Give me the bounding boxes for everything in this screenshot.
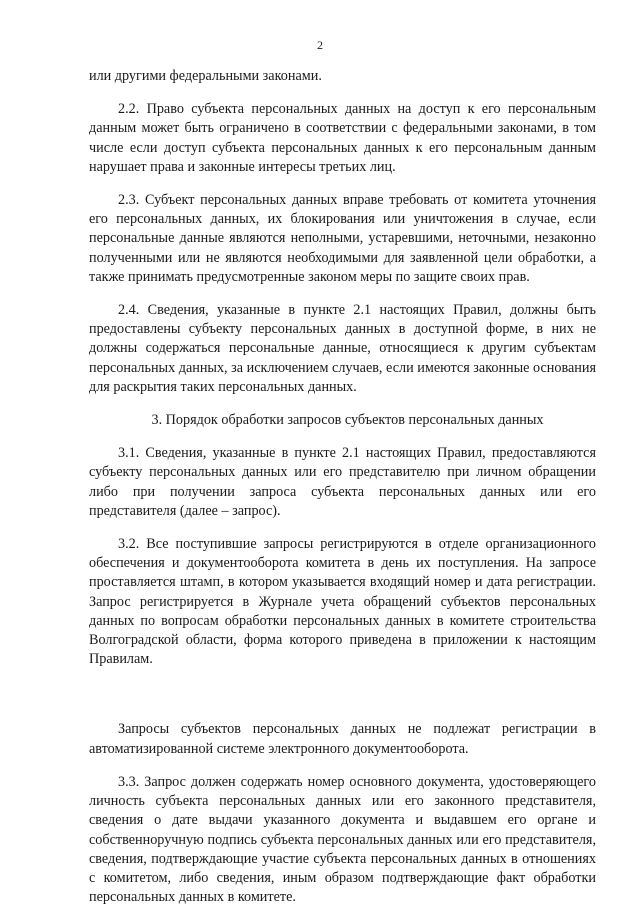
paragraph-2-2: 2.2. Право субъекта персональных данных на доступ к его персональным данным может быть ограничено в соответствии с федеральными законами, в том числе если доступ субъекта персональных данных к его персональным данным нарушает права и законные интересы третьих лиц.: [89, 101, 596, 175]
paragraph-continuation: или другими федеральными законами.: [89, 68, 322, 84]
paragraph-3-3: 3.3. Запрос должен содержать номер основного документа, удостоверяющего личность субъекта персональных данных или его законного представителя, сведения о дате выдачи указанного документа и выдавшем его органе и собственноручную подпись субъекта персональных данных или его представителя, сведения, подтверждающие участие субъекта персональных данных в отношениях с комитетом, либо сведения, иным образом подтверждающие факт обработки персональных данных в комитете.: [89, 773, 596, 906]
paragraph-3-2-note: Запросы субъектов персональных данных не подлежат регистрации в автоматизированной системе электронного документооборота.: [89, 721, 596, 757]
paragraph-2-4: 2.4. Сведения, указанные в пункте 2.1 настоящих Правил, должны быть предоставлены субъекту персональных данных в доступной форме, в них не должны содержаться персональные данные, относящиеся к другим субъектам персональных данных, за исключением случаев, если имеются законные основания для раскрытия таких персональных данных.: [89, 302, 596, 395]
paragraph-3-2: 3.2. Все поступившие запросы регистрируются в отделе организационного обеспечения и документооборота комитета в день их поступления. На запросе проставляется штамп, в котором указывается входящий номер и дата регистрации. Запрос регистрируется в Журнале учета обращений субъектов персональных данных по вопросам обработки персональных данных в комитете строительства Волгоградской области, форма которого приведена в приложении к настоящим Правилам.: [89, 536, 596, 668]
page-number: 2: [317, 38, 323, 52]
paragraph-3-1: 3.1. Сведения, указанные в пункте 2.1 настоящих Правил, предоставляются субъекту персональных данных или его представителю при личном обращении либо при получении запроса субъекта персональных данных или его представителя (далее – запрос).: [89, 445, 596, 519]
document-body: [89, 67, 596, 921]
section-heading-3: 3. Порядок обработки запросов субъектов персональных данных: [151, 412, 544, 429]
paragraph-2-3: 2.3. Субъект персональных данных вправе требовать от комитета уточнения его персональных данных, их блокирования или уничтожения в случае, если персональные данные являются неполными, устаревшими, неточными, незаконно полученными или не являются необходимыми для заявленной цели обработки, а также принимать предусмотренные законом меры по защите своих прав.: [89, 192, 596, 285]
blank-space: [89, 683, 596, 720]
